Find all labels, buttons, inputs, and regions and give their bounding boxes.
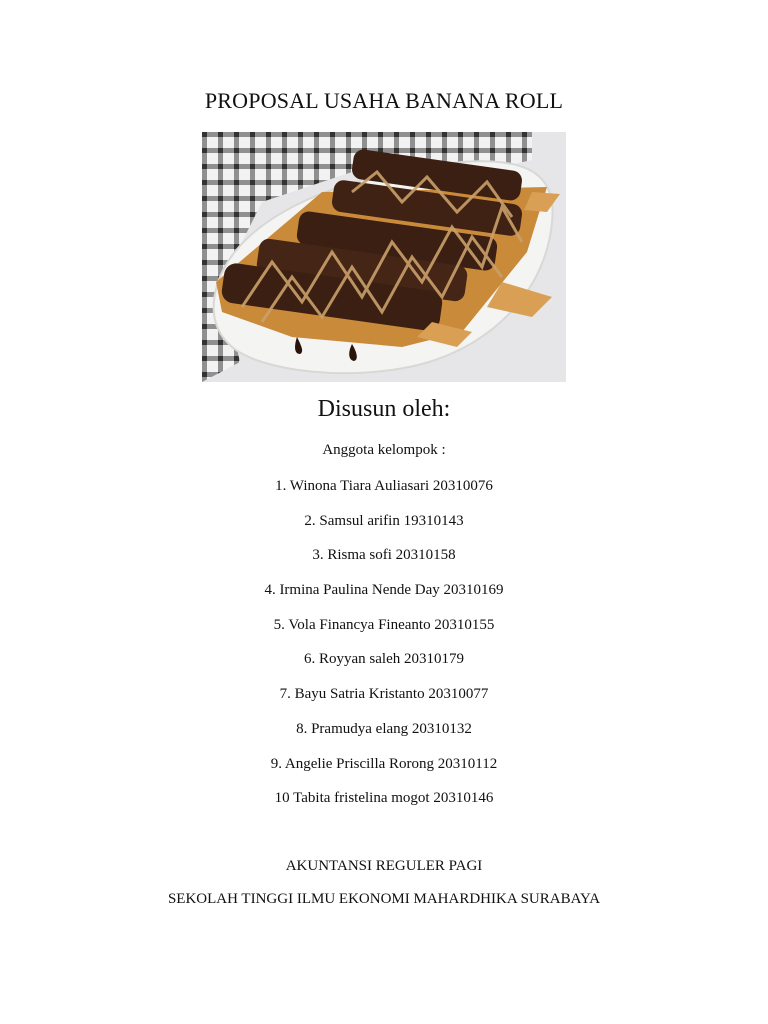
group-members-label: Anggota kelompok : — [322, 442, 446, 458]
member-item: 10 Tabita fristelina mogot 20310146 — [274, 790, 494, 807]
member-list — [0, 476, 768, 823]
proposal-title: PROPOSAL USAHA BANANA ROLL — [204, 88, 564, 113]
member-item: 7. Bayu Satria Kristanto 20310077 — [279, 686, 489, 703]
member-item: 6. Royyan saleh 20310179 — [304, 651, 464, 668]
member-item: 4. Irmina Paulina Nende Day 20310169 — [264, 582, 504, 599]
member-item: 8. Pramudya elang 20310132 — [296, 720, 472, 737]
prepared-by-heading: Disusun oleh: — [317, 396, 451, 422]
member-item: 5. Vola Financya Fineanto 20310155 — [273, 616, 495, 633]
member-item: 9. Angelie Priscilla Rorong 20310112 — [270, 755, 498, 772]
institution-name: SEKOLAH TINGGI ILMU EKONOMI MAHARDHIKA SURABAYA — [167, 891, 601, 907]
member-item: 3. Risma sofi 20310158 — [312, 547, 456, 564]
banana-roll-photo — [202, 132, 566, 382]
member-item: 2. Samsul arifin 19310143 — [304, 512, 464, 529]
study-program: AKUNTANSI REGULER PAGI — [285, 858, 483, 874]
member-item: 1. Winona Tiara Auliasari 20310076 — [275, 478, 493, 494]
